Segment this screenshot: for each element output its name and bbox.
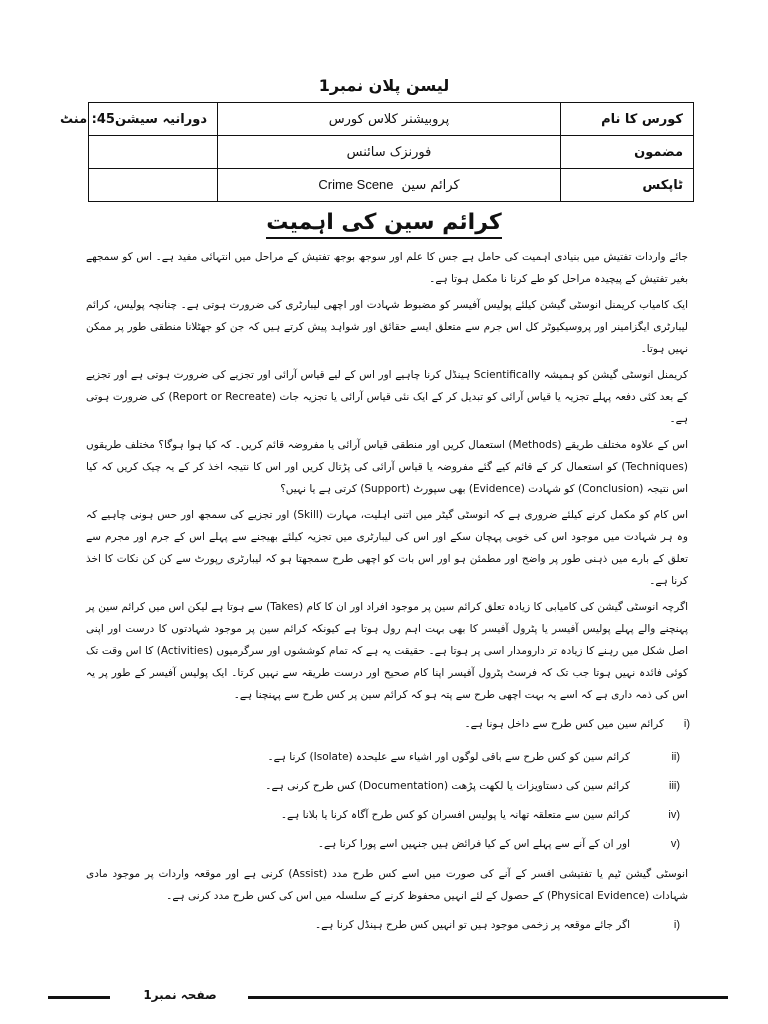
list-item	[86, 743, 688, 772]
list-item-text: اگر جائے موقعہ پر زخمی موجود ہیں تو انہیں کس طرح ہینڈل کرنا ہے۔	[314, 919, 630, 931]
topics-label: ٹاپکس	[561, 169, 694, 202]
paragraph: اگرچہ انوسٹی گیشن کی کامیابی کا زیادہ تعلق کرائم سین پر موجود افراد اور ان کا کام (Takes) سے ہوتا ہے لیکن اس میں کرائم سین پر پہنچنے والے پہلے پولیس آفیسر یا پٹرول آفیسر کا بھی بہت اہم رول ہوتا ہے کیونکہ کرائم سین پر موجود شہادتوں کا درست اور اپنی اصل شکل میں رہنے کا زیادہ تر دارومدار اسی پر ہوتا ہے۔ حقیقت یہ ہے کہ تمام کوششوں اور سرگرمیوں (Activities) کا اس وقت تک کوئی فائدہ نہیں ہوتا جب تک کہ فرسٹ پٹرول آفیسر اپنا کام صحیح اور درست طریقہ سے نہیں کرتا۔ ایک پولیس آفیسر کے طور پر یہ اس کی ذمہ داری ہے کہ اسے یہ بہت اچھی طرح سے پتہ ہو کہ کرائم سین پر کس طرح سے پہنچنا ہے۔	[86, 601, 688, 701]
paragraph: انوسٹی گیشن ٹیم یا تفتیشی افسر کے آنے کی صورت میں اسے کس طرح مدد (Assist) کرنی ہے اور موقعہ واردات پر موجود مادی شہادات (Physical Evidence) کے حصول کے لئے انہیں محفوظ کرنے کے سلسلہ میں اس کی کس طرح مدد کرنی ہے۔	[86, 868, 688, 902]
list-marker: i)	[683, 718, 690, 730]
paragraph: ایک کامیاب کریمنل انوسٹی گیشن کیلئے پولیس آفیسر کو مضبوط شہادت اور اچھی لیبارٹری کی ضرورت ہوتی ہے۔ چنانچہ پولیس، کرائم لیبارٹری ایگزامینر اور پروسیکیوٹر کل اس جرم سے متعلق ایسے حقائق اور شواہد پیش کرتے ہیں کہ جن کو جھٹلانا منطقی طور پر ممکن نہیں ہوتا۔	[86, 299, 688, 355]
injured-handling-list	[86, 911, 688, 940]
list-item	[86, 801, 688, 830]
page-number: صفحہ نمبر1	[143, 988, 217, 1002]
list-item-text: کرائم سین سے متعلقہ تھانہ یا پولیس افسران کو کس طرح آگاہ کرنا یا بلانا ہے۔	[280, 809, 630, 821]
main-heading: کرائم سین کی اہمیت	[0, 210, 768, 235]
course-info-table	[60, 102, 694, 202]
footer-rule-left	[48, 996, 110, 999]
list-marker: iv)	[668, 809, 680, 821]
empty-cell	[89, 169, 218, 202]
list-marker: v)	[670, 838, 680, 850]
subject-label: مضمون	[561, 136, 694, 169]
list-item	[86, 772, 688, 801]
body-text	[86, 246, 688, 944]
list-item-text: کرائم سین میں کس طرح سے داخل ہونا ہے۔	[464, 718, 664, 730]
table-row	[89, 136, 694, 169]
lesson-plan-title: لیسن پلان نمبر1	[318, 76, 450, 95]
list-marker: iii)	[669, 780, 680, 792]
course-name-label: کورس کا نام	[561, 103, 694, 136]
topics-value	[218, 169, 561, 202]
paragraph: جائے واردات تفتیش میں بنیادی اہمیت کی حامل ہے جس کا علم اور سوجھ بوجھ تفتیش کے مراحل میں انتہائی مفید ہے۔ اس کو سمجھے بغیر تفتیش کے پیچیدہ مراحل کو طے کرنا نا مکمل ہوتا ہے۔	[86, 251, 688, 285]
list-item	[86, 911, 688, 940]
list-item-text: اور ان کے آنے سے پہلے اس کے کیا فرائض ہیں جنہیں اسے پورا کرنا ہے۔	[317, 838, 630, 850]
list-marker: i)	[673, 919, 680, 931]
responsibility-list	[86, 710, 688, 739]
list-item-text: کرائم سین کی دستاویزات یا لکھت پڑھت (Documentation) کس طرح کرنی ہے۔	[265, 780, 630, 792]
list-item	[86, 710, 688, 739]
empty-cell	[89, 136, 218, 169]
course-name-value: پروبیشنر کلاس کورس	[218, 103, 561, 136]
page-footer	[48, 988, 728, 1008]
session-duration: دورانیہ سیشن45: منٹ	[89, 103, 218, 136]
table-row	[89, 103, 694, 136]
list-marker: ii)	[671, 751, 680, 763]
responsibility-list-continued	[86, 743, 688, 859]
list-item	[86, 830, 688, 859]
paragraph: کریمنل انوسٹی گیشن کو ہمیشہ Scientifically ہینڈل کرنا چاہیے اور اس کے لیے قیاس آرائی اور تجزیے کی ضرورت ہوتی ہے اور تجزیے کے بعد کئی دفعہ پہلے تجزیہ یا قیاس آرائی کو تبدیل کر کے ایک نئی قیاس آرائی یا تجزیہ جات (Report or Recreate) کی ضرورت ہوتی ہے۔	[86, 369, 688, 425]
paragraph: اس کے علاوہ مختلف طریقے (Methods) استعمال کریں اور منطقی قیاس آرائی یا مفروضہ قائم کریں۔ کہ کیا ہوا ہوگا؟ مختلف طریقوں (Techniques) کو استعمال کر کے قائم کیے گئے مفروضہ یا قیاس آرائی کی پڑتال کریں اور اس کا نتیجہ اخذ کر کے یہ چیک کریں کہ کیا اس نتیجہ (Conclusion) کو شہادت (Evidence) بھی سپورٹ (Support) کرتی ہے یا نہیں؟	[86, 439, 688, 495]
paragraph: اس کام کو مکمل کرنے کیلئے ضروری ہے کہ انوسٹی گیٹر میں اتنی اہلیت، مہارت (Skill) اور تجزیے کی سمجھ اور حس ہونی چاہیے کہ وہ ہر شہادت میں موجود اس کی خوبی پہچان سکے اور اس کی لیبارٹری میں تجزیہ کیلئے بھیجنے سے پہلے اس کے جرم اور مجرم سے تعلق کے بارے میں ذہنی طور پر واضح اور مطمئن ہو اور اس بات کو اچھی طرح سمجھتا ہو کہ لیبارٹری رپورٹ سے کن کن نکات کا اخذ کرنا ہے۔	[86, 509, 688, 587]
subject-value: فورنزک سائنس	[218, 136, 561, 169]
list-item-text: کرائم سین کو کس طرح سے باقی لوگوں اور اشیاء سے علیحدہ (Isolate) کرنا ہے۔	[267, 751, 630, 763]
footer-rule-right	[248, 996, 728, 999]
topics-value-urdu: کرائم سین	[401, 178, 460, 193]
topics-value-english: Crime Scene	[318, 177, 394, 192]
table-row	[89, 169, 694, 202]
